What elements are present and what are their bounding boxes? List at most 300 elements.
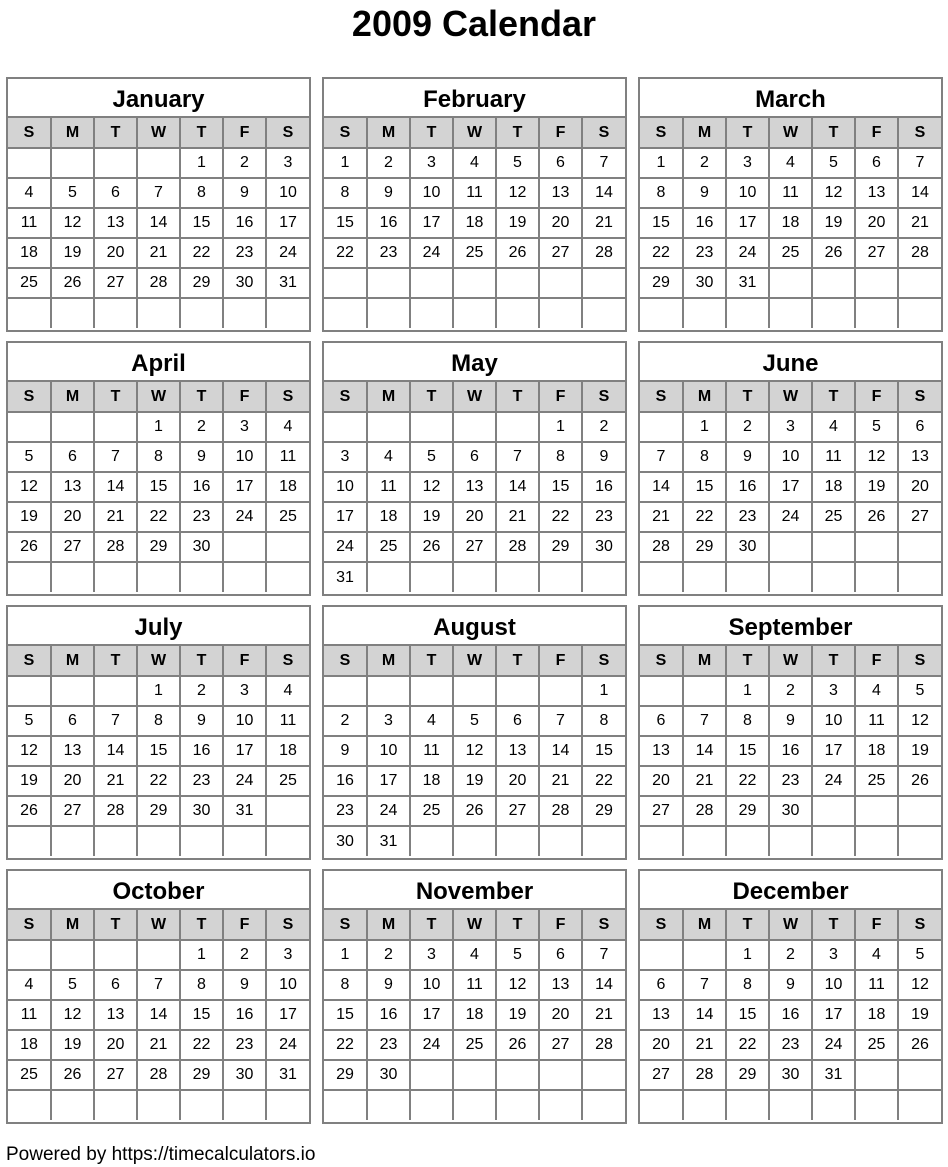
weekday-header: F (223, 910, 266, 940)
weekday-header: W (137, 910, 180, 940)
week-row (8, 562, 309, 592)
day-cell: 15 (726, 736, 769, 766)
day-cell: 28 (683, 796, 726, 826)
weekday-header: S (640, 118, 683, 148)
day-cell (223, 298, 266, 328)
day-cell (410, 826, 453, 856)
weekday-header: T (812, 910, 855, 940)
day-cell (496, 676, 539, 706)
day-cell (539, 1090, 582, 1120)
day-cell: 9 (180, 706, 223, 736)
day-cell (640, 298, 683, 328)
weekday-header-row (8, 118, 309, 148)
week-row (640, 298, 941, 328)
day-cell: 26 (8, 532, 51, 562)
day-cell: 16 (367, 1000, 410, 1030)
day-cell: 16 (180, 472, 223, 502)
day-cell: 17 (410, 1000, 453, 1030)
day-cell (324, 1090, 367, 1120)
day-cell: 6 (640, 706, 683, 736)
day-cell: 31 (266, 1060, 309, 1090)
month-name: January (8, 79, 309, 118)
day-cell: 22 (539, 502, 582, 532)
day-cell (367, 562, 410, 592)
weekday-header: S (324, 382, 367, 412)
day-cell: 8 (683, 442, 726, 472)
weekday-header-row (324, 910, 625, 940)
day-cell (855, 532, 898, 562)
day-cell: 28 (137, 268, 180, 298)
day-cell: 24 (726, 238, 769, 268)
day-cell: 6 (539, 940, 582, 970)
day-cell: 27 (640, 796, 683, 826)
day-cell: 13 (539, 178, 582, 208)
day-cell: 25 (410, 796, 453, 826)
day-cell: 13 (640, 1000, 683, 1030)
day-cell: 20 (855, 208, 898, 238)
day-cell (453, 562, 496, 592)
day-cell: 3 (223, 676, 266, 706)
week-row (640, 766, 941, 796)
day-cell: 12 (898, 706, 941, 736)
day-cell: 1 (539, 412, 582, 442)
day-cell: 28 (582, 238, 625, 268)
week-row (8, 796, 309, 826)
day-cell: 16 (223, 208, 266, 238)
day-cell: 30 (769, 1060, 812, 1090)
day-cell: 24 (223, 766, 266, 796)
day-cell (582, 298, 625, 328)
week-row (8, 298, 309, 328)
day-cell: 6 (539, 148, 582, 178)
day-cell: 11 (410, 736, 453, 766)
day-cell (683, 562, 726, 592)
weekday-header-row (640, 646, 941, 676)
day-cell: 2 (367, 148, 410, 178)
day-cell (726, 298, 769, 328)
day-cell: 23 (683, 238, 726, 268)
day-cell (855, 268, 898, 298)
day-cell: 23 (223, 1030, 266, 1060)
week-row (324, 706, 625, 736)
day-cell: 13 (51, 472, 94, 502)
day-cell: 4 (8, 178, 51, 208)
month-name: May (324, 343, 625, 382)
day-cell (324, 298, 367, 328)
day-cell: 30 (324, 826, 367, 856)
day-cell: 10 (410, 970, 453, 1000)
day-cell: 21 (137, 238, 180, 268)
day-cell: 14 (582, 970, 625, 1000)
day-cell: 8 (582, 706, 625, 736)
weekday-header: F (223, 118, 266, 148)
day-cell (496, 268, 539, 298)
day-cell (51, 676, 94, 706)
weekday-header: T (496, 118, 539, 148)
weekday-header: T (410, 118, 453, 148)
week-row (640, 412, 941, 442)
day-cell (8, 562, 51, 592)
week-row (8, 268, 309, 298)
day-cell (769, 298, 812, 328)
day-cell: 23 (180, 766, 223, 796)
day-cell: 18 (367, 502, 410, 532)
day-cell: 15 (180, 1000, 223, 1030)
day-cell: 26 (496, 1030, 539, 1060)
day-cell (898, 1060, 941, 1090)
day-cell: 13 (94, 1000, 137, 1030)
weekday-header: S (8, 382, 51, 412)
week-row (640, 1090, 941, 1120)
day-cell: 7 (137, 178, 180, 208)
day-cell: 4 (266, 412, 309, 442)
weekday-header: T (410, 910, 453, 940)
day-cell: 8 (324, 178, 367, 208)
day-cell: 19 (8, 766, 51, 796)
day-cell: 25 (855, 766, 898, 796)
day-cell (582, 826, 625, 856)
week-row (324, 940, 625, 970)
day-cell: 3 (367, 706, 410, 736)
day-cell: 24 (769, 502, 812, 532)
day-cell: 16 (324, 766, 367, 796)
month-name: June (640, 343, 941, 382)
day-cell (812, 268, 855, 298)
weekday-header: T (496, 382, 539, 412)
day-cell (410, 298, 453, 328)
weekday-header: S (582, 646, 625, 676)
day-cell: 16 (726, 472, 769, 502)
weekday-header: M (51, 118, 94, 148)
week-row (324, 472, 625, 502)
week-row (640, 1000, 941, 1030)
week-row (324, 1000, 625, 1030)
day-cell: 5 (855, 412, 898, 442)
day-cell (582, 1060, 625, 1090)
day-cell (582, 562, 625, 592)
day-cell (539, 676, 582, 706)
day-cell: 2 (726, 412, 769, 442)
day-cell (683, 826, 726, 856)
day-cell: 5 (51, 970, 94, 1000)
day-cell (453, 298, 496, 328)
day-cell (94, 412, 137, 442)
day-cell: 8 (640, 178, 683, 208)
day-cell: 18 (855, 1000, 898, 1030)
week-row (640, 1060, 941, 1090)
day-cell: 5 (898, 676, 941, 706)
day-cell: 9 (769, 970, 812, 1000)
weekday-header: W (137, 382, 180, 412)
day-cell (266, 562, 309, 592)
day-cell (94, 940, 137, 970)
month-name: October (8, 871, 309, 910)
weekday-header: T (94, 910, 137, 940)
day-cell: 25 (812, 502, 855, 532)
weekday-header-row (640, 382, 941, 412)
day-cell (496, 1060, 539, 1090)
month-table (8, 646, 309, 856)
day-cell (266, 1090, 309, 1120)
weekday-header: F (223, 382, 266, 412)
day-cell: 8 (137, 706, 180, 736)
weekday-header: W (769, 382, 812, 412)
week-row (8, 736, 309, 766)
day-cell: 9 (180, 442, 223, 472)
weekday-header: S (640, 910, 683, 940)
week-row (324, 238, 625, 268)
day-cell: 4 (812, 412, 855, 442)
day-cell: 21 (683, 1030, 726, 1060)
day-cell (410, 562, 453, 592)
day-cell: 19 (855, 472, 898, 502)
day-cell: 3 (223, 412, 266, 442)
day-cell (51, 562, 94, 592)
day-cell: 1 (582, 676, 625, 706)
weekday-header: T (180, 910, 223, 940)
day-cell: 18 (8, 238, 51, 268)
day-cell: 25 (453, 1030, 496, 1060)
day-cell: 30 (180, 796, 223, 826)
weekday-header: T (812, 382, 855, 412)
day-cell: 22 (640, 238, 683, 268)
weekday-header: M (367, 646, 410, 676)
month-name: March (640, 79, 941, 118)
day-cell: 26 (898, 766, 941, 796)
day-cell: 6 (496, 706, 539, 736)
day-cell: 6 (94, 178, 137, 208)
day-cell: 9 (367, 178, 410, 208)
day-cell (640, 562, 683, 592)
week-row (324, 442, 625, 472)
day-cell: 29 (582, 796, 625, 826)
week-row (640, 940, 941, 970)
week-row (8, 1000, 309, 1030)
month-table (324, 118, 625, 328)
month-name: November (324, 871, 625, 910)
day-cell (812, 532, 855, 562)
day-cell (180, 298, 223, 328)
day-cell: 3 (812, 676, 855, 706)
day-cell: 18 (8, 1030, 51, 1060)
week-row (324, 412, 625, 442)
weekday-header: M (683, 646, 726, 676)
day-cell (137, 940, 180, 970)
week-row (324, 208, 625, 238)
weekday-header-row (8, 910, 309, 940)
day-cell: 12 (51, 1000, 94, 1030)
weekday-header: T (496, 646, 539, 676)
day-cell: 23 (769, 1030, 812, 1060)
day-cell: 16 (367, 208, 410, 238)
day-cell: 31 (367, 826, 410, 856)
month-april (6, 341, 311, 596)
week-row (8, 826, 309, 856)
day-cell (496, 826, 539, 856)
day-cell (812, 826, 855, 856)
day-cell: 14 (582, 178, 625, 208)
day-cell: 25 (266, 766, 309, 796)
weekday-header: T (410, 382, 453, 412)
day-cell (51, 826, 94, 856)
month-table (8, 382, 309, 592)
day-cell: 9 (683, 178, 726, 208)
day-cell: 11 (855, 970, 898, 1000)
day-cell: 7 (640, 442, 683, 472)
week-row (324, 796, 625, 826)
weekday-header: T (94, 118, 137, 148)
weekday-header-row (8, 382, 309, 412)
day-cell (223, 532, 266, 562)
day-cell: 14 (94, 472, 137, 502)
day-cell: 18 (410, 766, 453, 796)
day-cell (367, 268, 410, 298)
day-cell (410, 1060, 453, 1090)
week-row (640, 676, 941, 706)
weekday-header: W (453, 910, 496, 940)
week-row (640, 208, 941, 238)
day-cell: 7 (582, 148, 625, 178)
weekday-header: S (266, 382, 309, 412)
day-cell: 15 (137, 736, 180, 766)
week-row (8, 532, 309, 562)
day-cell (726, 1090, 769, 1120)
day-cell (410, 676, 453, 706)
day-cell: 1 (726, 676, 769, 706)
month-table (8, 118, 309, 328)
day-cell (94, 562, 137, 592)
day-cell: 10 (812, 706, 855, 736)
month-name: August (324, 607, 625, 646)
day-cell (683, 676, 726, 706)
day-cell (812, 562, 855, 592)
day-cell: 4 (410, 706, 453, 736)
day-cell: 15 (539, 472, 582, 502)
day-cell: 21 (94, 502, 137, 532)
day-cell: 20 (453, 502, 496, 532)
day-cell: 23 (367, 238, 410, 268)
day-cell: 19 (496, 208, 539, 238)
week-row (640, 442, 941, 472)
day-cell: 23 (180, 502, 223, 532)
day-cell: 30 (582, 532, 625, 562)
day-cell (180, 1090, 223, 1120)
week-row (640, 268, 941, 298)
day-cell: 9 (726, 442, 769, 472)
weekday-header: M (683, 910, 726, 940)
day-cell: 4 (855, 676, 898, 706)
month-table (640, 382, 941, 592)
day-cell (8, 676, 51, 706)
weekday-header: S (640, 646, 683, 676)
week-row (324, 736, 625, 766)
day-cell: 22 (137, 502, 180, 532)
month-december (638, 869, 943, 1124)
day-cell: 2 (769, 676, 812, 706)
day-cell: 21 (539, 766, 582, 796)
day-cell (539, 298, 582, 328)
day-cell: 15 (324, 1000, 367, 1030)
day-cell (137, 562, 180, 592)
weekday-header-row (640, 910, 941, 940)
day-cell: 17 (266, 1000, 309, 1030)
day-cell (683, 940, 726, 970)
day-cell: 7 (683, 706, 726, 736)
page-title: 2009 Calendar (351, 3, 597, 44)
day-cell (898, 268, 941, 298)
day-cell (180, 826, 223, 856)
day-cell: 2 (180, 676, 223, 706)
week-row (640, 562, 941, 592)
day-cell: 27 (94, 1060, 137, 1090)
day-cell (94, 826, 137, 856)
weekday-header: S (324, 118, 367, 148)
day-cell: 28 (640, 532, 683, 562)
week-row (324, 178, 625, 208)
day-cell: 22 (180, 1030, 223, 1060)
day-cell (496, 412, 539, 442)
day-cell: 15 (324, 208, 367, 238)
weekday-header: F (223, 646, 266, 676)
day-cell: 23 (324, 796, 367, 826)
day-cell: 8 (137, 442, 180, 472)
day-cell: 21 (683, 766, 726, 796)
day-cell: 20 (94, 1030, 137, 1060)
day-cell: 20 (640, 1030, 683, 1060)
day-cell: 17 (769, 472, 812, 502)
day-cell (855, 1090, 898, 1120)
day-cell (94, 298, 137, 328)
day-cell: 11 (812, 442, 855, 472)
day-cell: 24 (410, 1030, 453, 1060)
day-cell: 14 (683, 1000, 726, 1030)
day-cell (223, 1090, 266, 1120)
day-cell: 16 (180, 736, 223, 766)
day-cell: 29 (180, 1060, 223, 1090)
day-cell: 15 (180, 208, 223, 238)
week-row (8, 442, 309, 472)
day-cell: 8 (726, 970, 769, 1000)
day-cell: 20 (496, 766, 539, 796)
day-cell: 6 (51, 442, 94, 472)
day-cell: 19 (453, 766, 496, 796)
day-cell: 12 (8, 736, 51, 766)
weekday-header: F (539, 118, 582, 148)
day-cell: 5 (8, 442, 51, 472)
day-cell: 12 (51, 208, 94, 238)
day-cell: 4 (855, 940, 898, 970)
day-cell: 6 (898, 412, 941, 442)
day-cell: 29 (137, 796, 180, 826)
day-cell: 21 (582, 208, 625, 238)
day-cell: 17 (367, 766, 410, 796)
weekday-header: M (367, 382, 410, 412)
day-cell: 6 (640, 970, 683, 1000)
day-cell (367, 298, 410, 328)
week-row (324, 502, 625, 532)
day-cell (683, 298, 726, 328)
day-cell (223, 562, 266, 592)
day-cell: 13 (898, 442, 941, 472)
week-row (640, 970, 941, 1000)
day-cell: 15 (582, 736, 625, 766)
month-name: February (324, 79, 625, 118)
day-cell: 19 (898, 736, 941, 766)
day-cell (8, 940, 51, 970)
day-cell (266, 826, 309, 856)
weekday-header: F (539, 910, 582, 940)
day-cell (266, 532, 309, 562)
